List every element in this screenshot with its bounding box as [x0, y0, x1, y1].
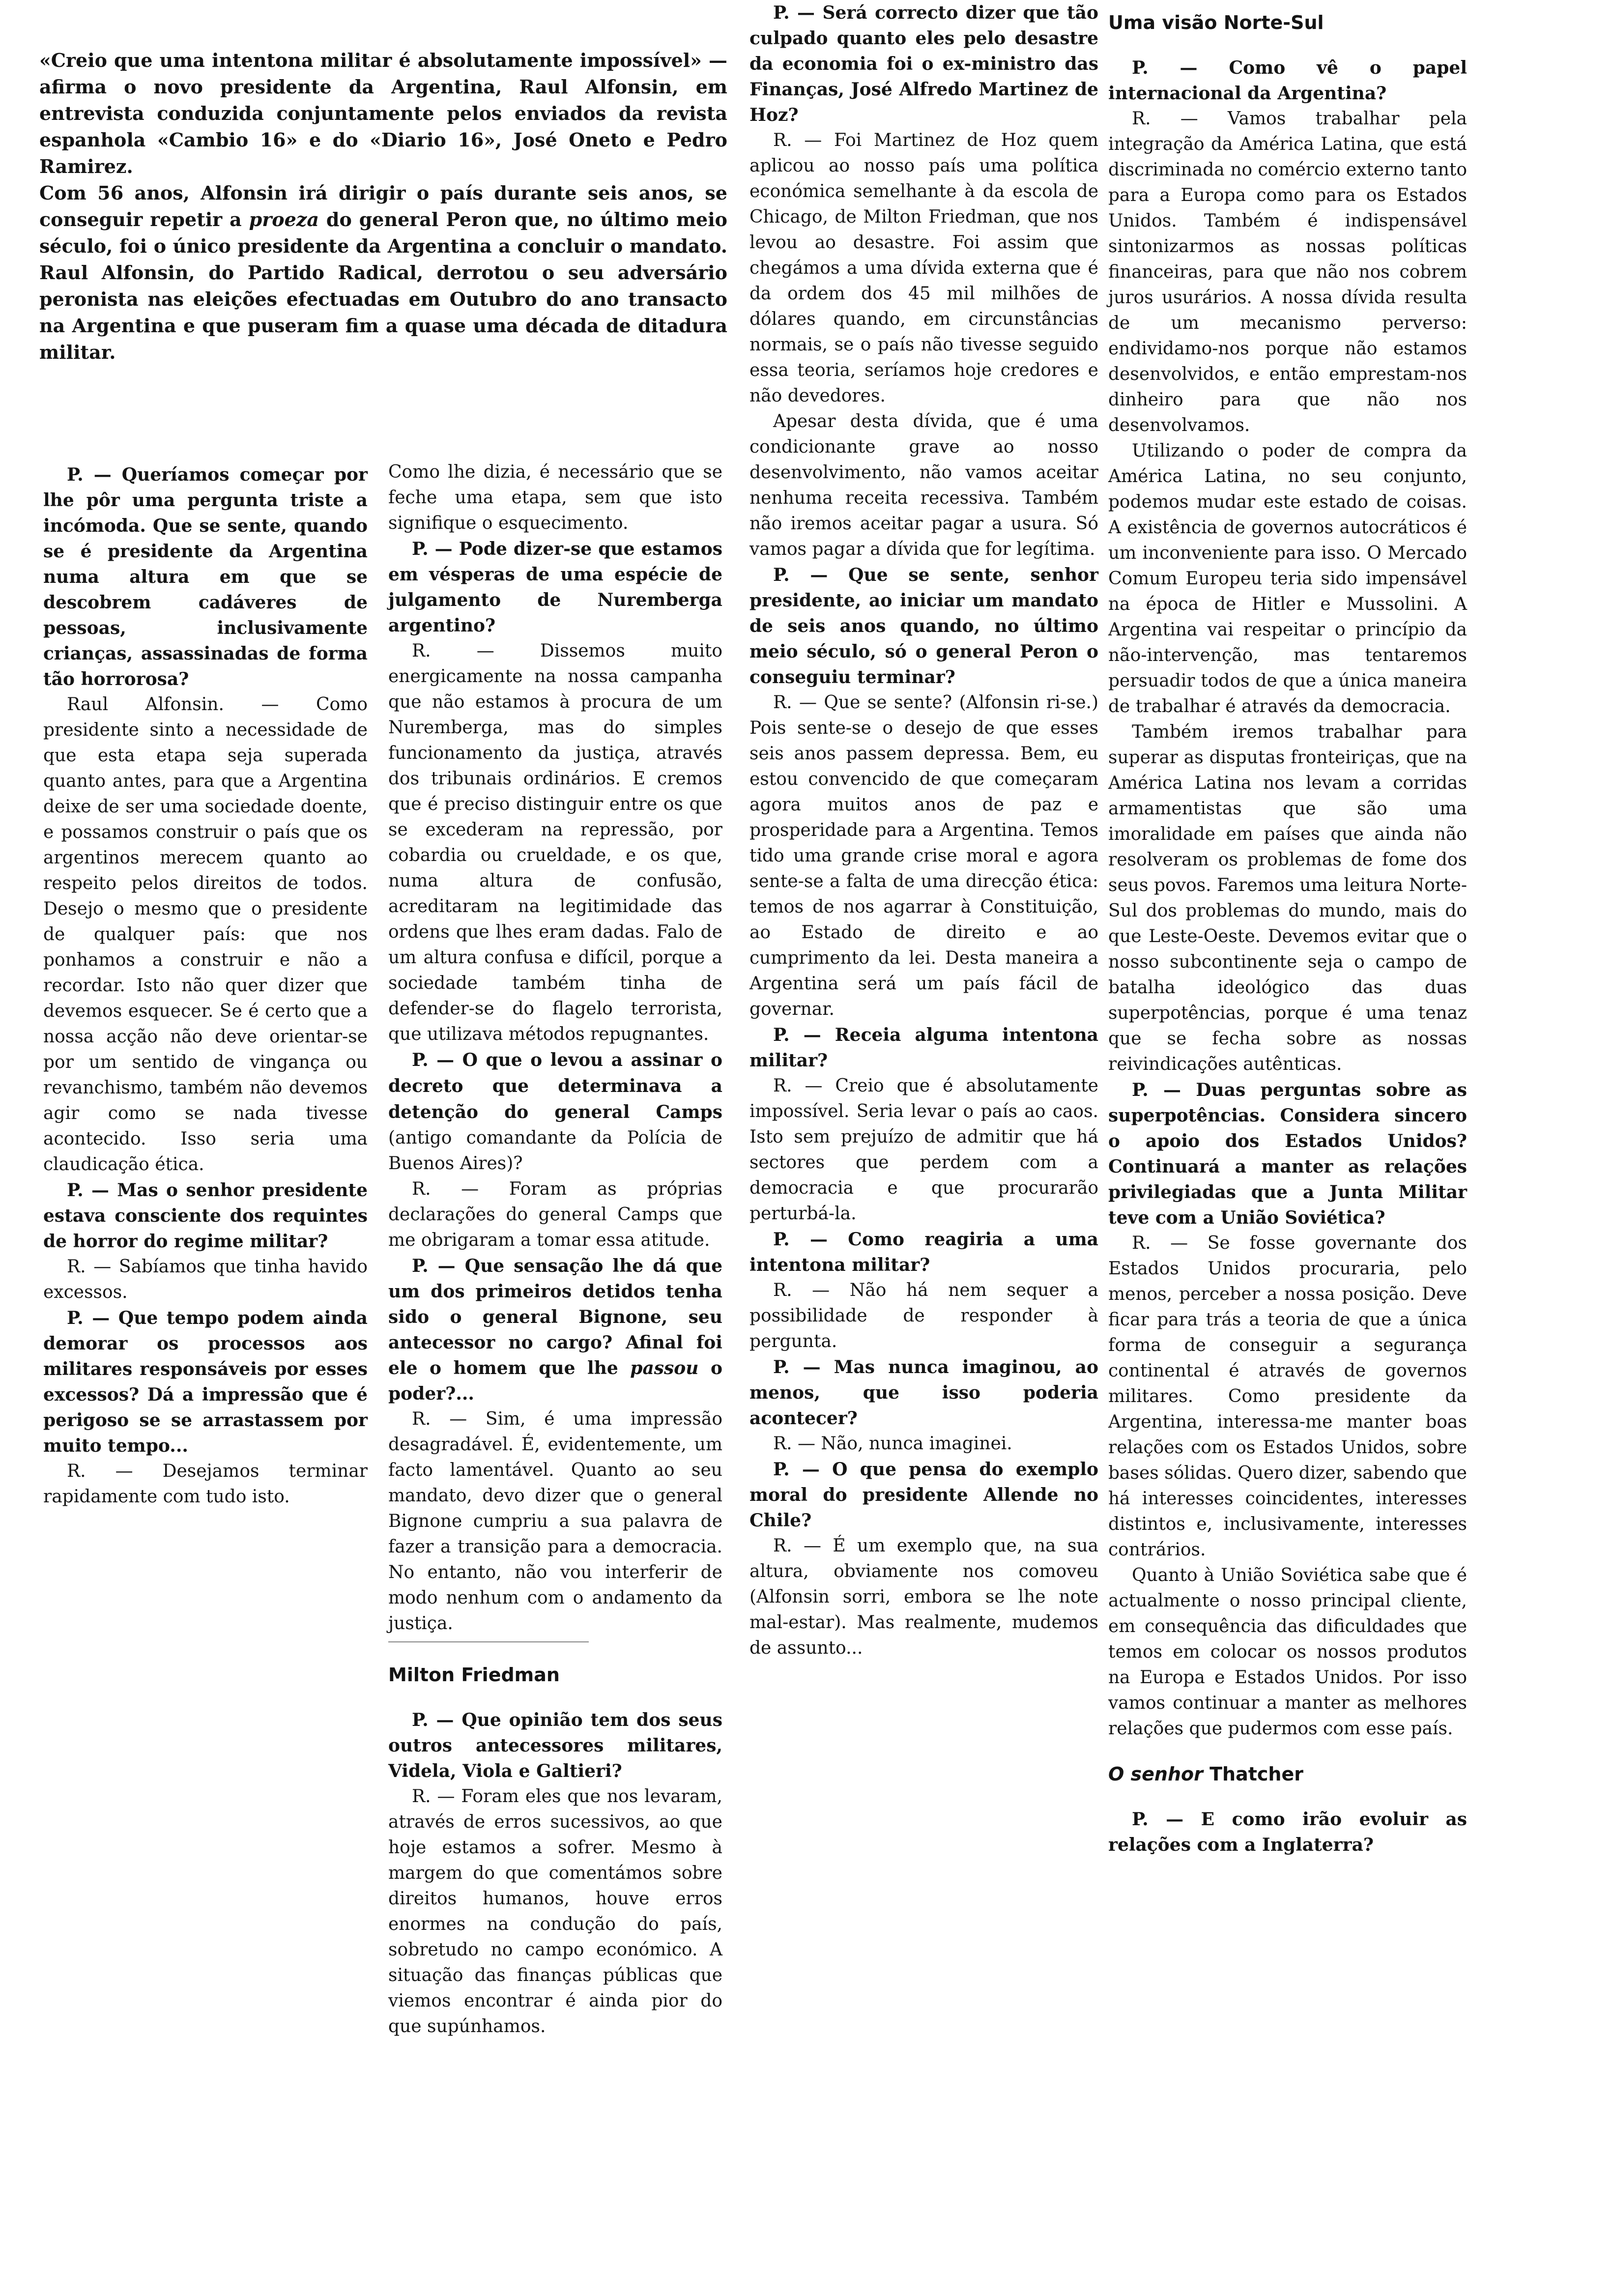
answer: Apesar desta dívida, que é uma condicionante grave ao nosso desenvolvimento, não vamos aceitar nenhuma receita recessiva. Também não iremos aceitar pagar a usura. Só vamos pagar a dívida que for legítima.	[749, 411, 1098, 559]
subheading: Milton Friedman	[388, 1664, 560, 1686]
intro-bio-a: Com 56 anos, Alfonsin irá dirigir o país durante seis anos, se conseguir repetir a	[39, 182, 727, 230]
question: P. — Receia alguma intentona militar?	[749, 1025, 1098, 1071]
subheading	[1108, 1761, 1467, 1787]
answer: R. — Vamos trabalhar pela integração da América Latina, que está discriminada no comércio externo tanto para a Europa como para os Estados Unidos. Também é indispensável sintonizarmos as nossas políticas financeiras, para que não nos cobrem juros usurários. A nossa dívida resulta de um mecanismo perverso: endividamo-nos porque não estamos desenvolvidos, e então emprestam-nos dinheiro para que não nos desenvolvamos.	[1108, 109, 1467, 435]
column-3	[749, 0, 1098, 1661]
spacer	[1108, 1742, 1467, 1761]
answer: R. — Se fosse governante dos Estados Unidos procuraria, pelo menos, perceber a nossa posição. Deve ficar para trás a teoria de que a única forma de conseguir a segurança continental é através de governos militares. Como presidente da Argentina, interessa-me manter boas relações com os Estados Unidos, sobre bases sólidas. Quero dizer, sabendo que há interesses coincidentes, interesses distintos e, inclusivamente, interesses contrários.	[1108, 1233, 1467, 1560]
question: P. — Queríamos começar por lhe pôr uma pergunta triste a incómoda. Que se sente, quando se é presidente da Argentina numa altura em que se descobrem cadáveres de pessoas, inclusivamente crianças, assassinadas de forma tão horrorosa?	[43, 464, 368, 689]
answer: R. — Que se sente? (Alfonsin ri-se.) Pois sente-se o desejo de que esses seis anos passem depressa. Bem, eu estou convencido de que começaram agora muitos anos de paz e prosperidade para a Argentina. Temos tido uma grande crise moral e agora sente-se a falta de uma direcção ética: temos de nos agarrar à Constituição, ao Estado de direito e ao cumprimento da lei. Desta maneira a Argentina será um país fácil de governar.	[749, 692, 1098, 1019]
intro-block	[39, 47, 727, 366]
question: P. — Duas perguntas sobre as superpotências. Considera sincero o apoio dos Estados Unidos? Continuará a manter as relações privilegiadas que a Junta Militar teve com a União Soviética?	[1108, 1080, 1467, 1228]
question-part: o poder?...	[388, 1358, 722, 1404]
question: P. — Pode dizer-se que estamos em vésperas de uma espécie de julgamento de Nuremberga argentino?	[388, 539, 722, 636]
divider	[388, 1641, 589, 1642]
subheading-b: Thatcher	[1203, 1763, 1303, 1785]
question: P. — Que opinião tem dos seus outros antecessores militares, Videla, Viola e Galtieri?	[388, 1710, 722, 1781]
question-part: P. — Que sensação lhe dá que um dos primeiros detidos tenha sido o general Bignone, seu antecessor no cargo? Afinal foi ele o homem que lhe	[388, 1256, 722, 1378]
answer: R. — Desejamos terminar rapidamente com tudo isto.	[43, 1461, 368, 1507]
answer: R. — Dissemos muito energicamente na nossa campanha que não estamos à procura de um Nuremberga, mas do simples funcionamento da justiça, através dos tribunais ordinários. E cremos que é preciso distinguir entre os que se excederam na repressão, por cobardia ou crueldade, e os que, numa altura de confusão, acreditaram na legitimidade das ordens que lhes eram dadas. Falo de um altura confusa e difícil, porque a sociedade também tinha de defender-se do flagelo terrorista, que utilizava métodos repugnantes.	[388, 641, 722, 1044]
intro-bio-em: proeza	[249, 208, 319, 230]
question: P. — Como reagiria a uma intentona militar?	[749, 1229, 1098, 1275]
answer: Também iremos trabalhar para superar as disputas fronteiriças, que na América Latina nos levam a corridas armamentistas que são uma imoralidade em países que ainda não resolveram os problemas de fome dos seus povos. Faremos uma leitura Norte-Sul dos problemas do mundo, mais do que Leste-Oeste. Devemos evitar que o nosso subcontinente seja o campo de batalha ideológico das duas superpotências, porque é uma tenaz que se fecha sobre as nossas reivindicações autênticas.	[1108, 722, 1467, 1074]
question: P. — Que tempo podem ainda demorar os processos aos militares responsáveis por esses excessos? Dá a impressão que é perigoso se se arrastassem por muito tempo...	[43, 1308, 368, 1456]
answer: R. — Foram eles que nos levaram, através de erros sucessivos, ao que hoje estamos a sofrer. Mesmo à margem do que comentámos sobre direitos humanos, houve erros enormes na condução do país, sobretudo no campo económico. A situação das finanças públicas que viemos encontrar é ainda pior do que supúnhamos.	[388, 1786, 722, 2037]
answer: Raul Alfonsin. — Como presidente sinto a necessidade de que esta etapa seja superada quanto antes, para que a Argentina deixe de ser uma sociedade doente, e possamos construir o país que os argentinos merecem quanto ao respeito pelos direitos de todos. Desejo o mesmo que o presidente de qualquer país: que nos ponhamos a construir e não a recordar. Isto não quer dizer que devemos esquecer. Se é certo que a nossa acção não deve orientar-se por um sentido de vingança ou revanchismo, também não devemos agir como se nada tivesse acontecido. Isso seria uma claudicação ética.	[43, 694, 368, 1175]
question	[388, 1047, 722, 1177]
answer: Quanto à União Soviética sabe que é actualmente o nosso principal cliente, em consequência das dificuldades que temos em colocar os nossos produtos na Europa e Estados Unidos. Por isso vamos continuar a manter as melhores relações que pudermos com esse país.	[1108, 1565, 1467, 1739]
question: P. — Mas nunca imaginou, ao menos, que isso poderia acontecer?	[749, 1357, 1098, 1429]
question: P. — Mas o senhor presidente estava consciente dos requintes de horror do regime militar?	[43, 1180, 368, 1252]
answer: R. — Foram as próprias declarações do general Camps que me obrigaram a tomar essa atitude.	[388, 1179, 722, 1250]
question: P. — Será correcto dizer que tão culpado quanto eles pelo desastre da economia foi o ex-ministro das Finanças, José Alfredo Martinez de Hoz?	[749, 2, 1098, 125]
intro-bio-b: do general Peron que, no último meio século, foi o único presidente da Argentina a concluir o mandato. Raul Alfonsin, do Partido Radical, derrotou o seu adversário peronista nas eleições efectuadas em Outubro do ano transacto na Argentina e que puseram fim a quase uma década de ditadura militar.	[39, 208, 727, 363]
question-bold: P. — O que o levou a assinar o decreto que determinava a detenção do general Camps	[388, 1050, 722, 1122]
answer: R. — Não há nem sequer a possibilidade de responder à pergunta.	[749, 1280, 1098, 1351]
answer: R. — Creio que é absolutamente impossível. Seria levar o país ao caos. Isto sem prejuízo de admitir que há sectores que perdem com a democracia e que procurarão perturbá-la.	[749, 1076, 1098, 1224]
answer: R. — Não, nunca imaginei.	[773, 1434, 1012, 1454]
question: P. — E como irão evoluir as relações com a Inglaterra?	[1108, 1809, 1467, 1855]
answer: Como lhe dizia, é necessário que se feche uma etapa, sem que isto signifique o esquecimento.	[388, 462, 722, 533]
column-1	[43, 462, 368, 1510]
question: P. — Que se sente, senhor presidente, ao iniciar um mandato de seis anos quando, no último meio século, só o general Peron o conseguiu terminar?	[749, 565, 1098, 688]
subheading-em: O senhor	[1108, 1763, 1203, 1785]
intro-bio	[39, 180, 727, 366]
column-4	[1108, 10, 1467, 1858]
question-plain: (antigo comandante da Polícia de Buenos Aires)?	[388, 1128, 722, 1174]
question: P. — O que pensa do exemplo moral do presidente Allende no Chile?	[749, 1459, 1098, 1531]
intro-lead: «Creio que uma intentona militar é absolutamente impossível» — afirma o novo presidente da Argentina, Raul Alfonsin, em entrevista conduzida conjuntamente pelos enviados da revista espanhola «Cambio 16» e do «Diario 16», José Oneto e Pedro Ramirez.	[39, 49, 727, 177]
question	[388, 1253, 722, 1406]
question-em: passou	[630, 1358, 699, 1378]
column-2	[388, 459, 722, 2039]
answer: Utilizando o poder de compra da América Latina, no seu conjunto, podemos mudar este estado de coisas. A existência de governos autocráticos é um inconveniente para isso. O Mercado Comum Europeu teria sido impensável na época de Hitler e Mussolini. A Argentina vai respeitar o princípio da não-intervenção, mas tentaremos persuadir todos de que a única maneira de trabalhar é através da democracia.	[1108, 441, 1467, 717]
question: P. — Como vê o papel internacional da Argentina?	[1108, 57, 1467, 104]
answer: R. — Foi Martinez de Hoz quem aplicou ao nosso país uma política económica semelhante à da escola de Chicago, de Milton Friedman, que nos levou ao desastre. Foi assim que chegámos a uma dívida externa que é da ordem dos 45 mil milhões de dólares quando, em circunstâncias normais, se o país não tivesse seguido essa teoria, seríamos hoje credores e não devedores.	[749, 130, 1098, 406]
answer: R. — Sim, é uma impressão desagradável. É, evidentemente, um facto lamentável. Quanto ao seu mandato, devo dizer que o general Bignone cumpriu a sua palavra de fazer a transição para a democracia. No entanto, não vou interferir de modo nenhum com o andamento da justiça.	[388, 1409, 722, 1634]
subheading: Uma visão Norte-Sul	[1108, 12, 1324, 33]
answer: R. — É um exemplo que, na sua altura, obviamente nos comoveu (Alfonsin sorri, embora se lhe note mal-estar). Mas realmente, mudemos de assunto...	[749, 1536, 1098, 1658]
answer: R. — Sabíamos que tinha havido excessos.	[43, 1257, 368, 1302]
